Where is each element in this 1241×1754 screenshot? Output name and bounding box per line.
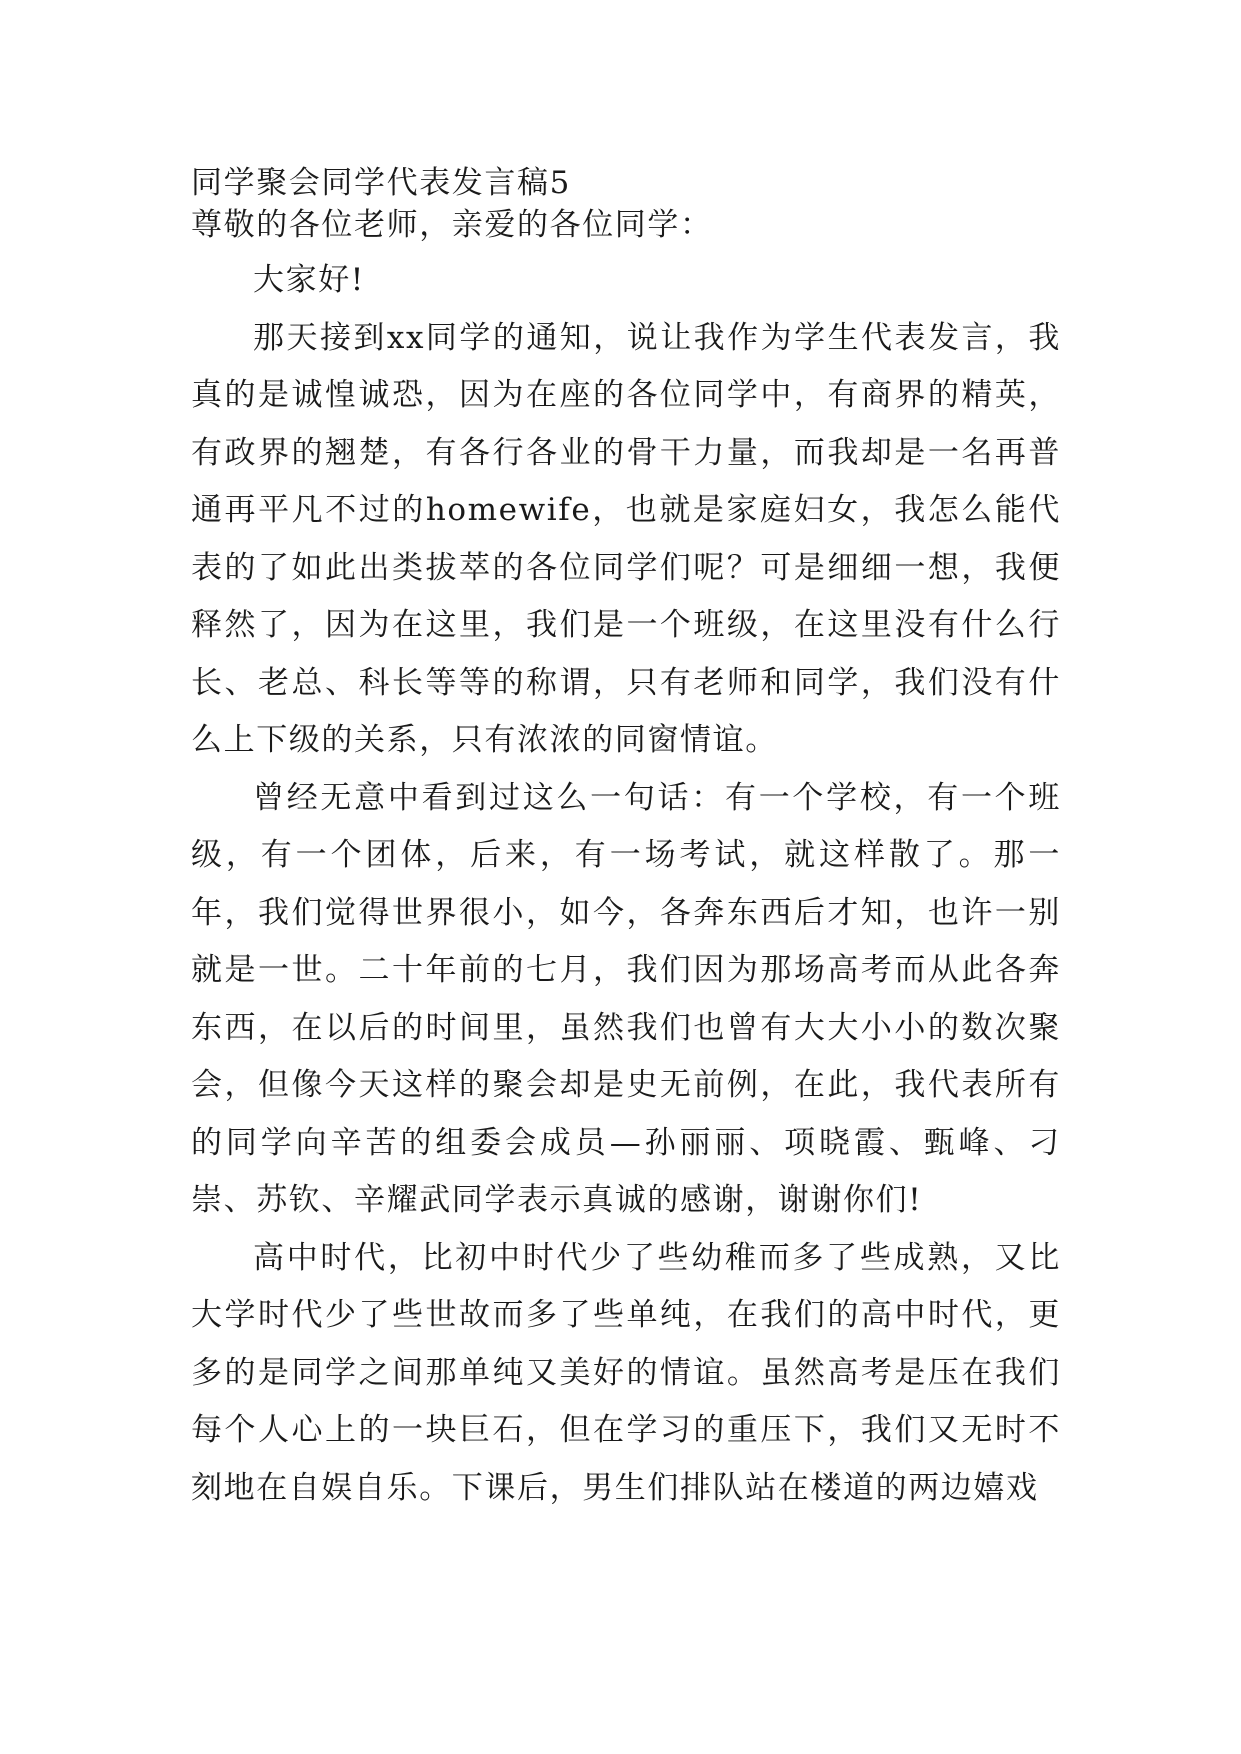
document-title: 同学聚会同学代表发言稿5 [191, 165, 571, 201]
paragraph: 高中时代，比初中时代少了些幼稚而多了些成熟，又比大学时代少了些世故而多了些单纯，在我们的高中时代，更多的是同学之间那单纯又美好的情谊。虽然高考是压在我们每个人心上的一块巨石，但在学习的重压下，我们又无时不刻地在自娱自乐。下课后，男生们排队站在楼道的两边嬉戏 [191, 1239, 1061, 1506]
salutation: 尊敬的各位老师，亲爱的各位同学： [191, 207, 713, 243]
document-page [191, 162, 1061, 1517]
paragraph: 那天接到xx同学的通知，说让我作为学生代表发言，我真的是诚惶诚恐，因为在座的各位同学中，有商界的精英，有政界的翘楚，有各行各业的骨干力量，而我却是一名再普通再平凡不过的homewife，也就是家庭妇女，我怎么能代表的了如此出类拔萃的各位同学们呢？可是细细一想，我便释然了，因为在这里，我们是一个班级，在这里没有什么行长、老总、科长等等的称谓，只有老师和同学，我们没有什么上下级的关系，只有浓浓的同窗情谊。 [191, 319, 1061, 758]
paragraph: 曾经无意中看到过这么一句话：有一个学校，有一个班级，有一个团体，后来，有一场考试，就这样散了。那一年，我们觉得世界很小，如今，各奔东西后才知，也许一别就是一世。二十年前的七月，我们因为那场高考而从此各奔东西，在以后的时间里，虽然我们也曾有大大小小的数次聚会，但像今天这样的聚会却是史无前例，在此，我代表所有的同学向辛苦的组委会成员—孙丽丽、项晓霞、甄峰、刁崇、苏钦、辛耀武同学表示真诚的感谢，谢谢你们! [191, 779, 1061, 1218]
greeting: 大家好! [253, 262, 365, 298]
